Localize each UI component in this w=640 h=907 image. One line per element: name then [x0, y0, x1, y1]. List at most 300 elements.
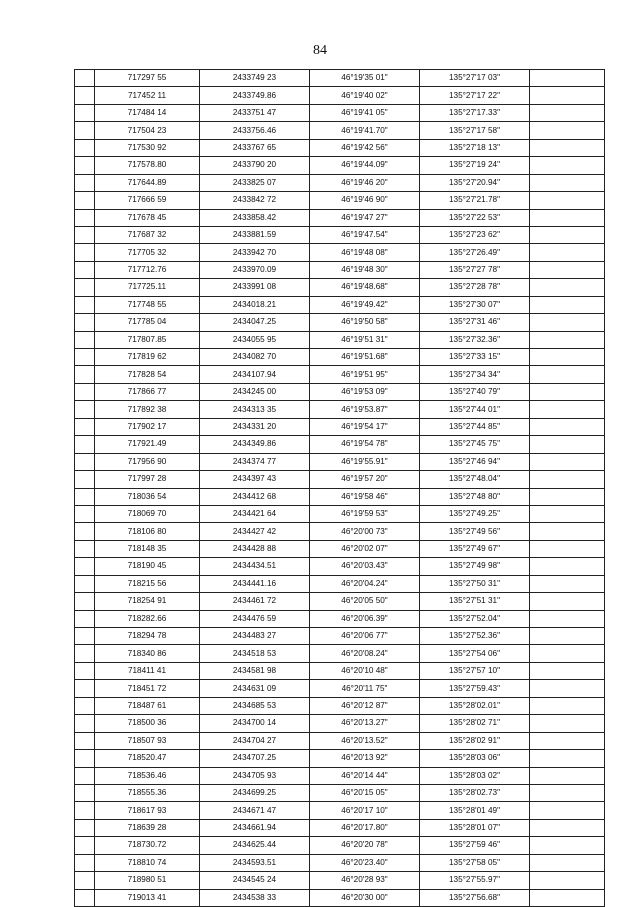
row-index-cell [75, 279, 95, 296]
y-coordinate-cell: 2433970.09 [200, 261, 310, 278]
empty-cell [530, 436, 605, 453]
table-row [75, 837, 605, 854]
longitude-cell: 135°28'02.73" [420, 784, 530, 801]
empty-cell [530, 314, 605, 331]
latitude-cell: 46°20'28 93" [310, 872, 420, 889]
longitude-cell: 135°27'27 78" [420, 261, 530, 278]
table-row [75, 418, 605, 435]
x-coordinate-cell: 717484 14 [95, 104, 200, 121]
row-index-cell [75, 540, 95, 557]
x-coordinate-cell: 718520.47 [95, 750, 200, 767]
table-row [75, 192, 605, 209]
y-coordinate-cell: 2434581 98 [200, 662, 310, 679]
row-index-cell [75, 87, 95, 104]
table-row [75, 697, 605, 714]
y-coordinate-cell: 2433858.42 [200, 209, 310, 226]
table-row [75, 575, 605, 592]
latitude-cell: 46°20'23.40" [310, 854, 420, 871]
table-row [75, 750, 605, 767]
x-coordinate-cell: 718148 35 [95, 540, 200, 557]
y-coordinate-cell: 2434441.16 [200, 575, 310, 592]
empty-cell [530, 174, 605, 191]
row-index-cell [75, 401, 95, 418]
latitude-cell: 46°19'55.91" [310, 453, 420, 470]
latitude-cell: 46°19'51 31" [310, 331, 420, 348]
table-row [75, 802, 605, 819]
row-index-cell [75, 558, 95, 575]
y-coordinate-cell: 2433842 72 [200, 192, 310, 209]
table-row [75, 366, 605, 383]
table-row [75, 610, 605, 627]
longitude-cell: 135°27'57 10" [420, 662, 530, 679]
longitude-cell: 135°27'50 31" [420, 575, 530, 592]
row-index-cell [75, 575, 95, 592]
empty-cell [530, 70, 605, 87]
empty-cell [530, 802, 605, 819]
table-row [75, 872, 605, 889]
table-row [75, 593, 605, 610]
latitude-cell: 46°19'48 30" [310, 261, 420, 278]
latitude-cell: 46°20'17.80" [310, 819, 420, 836]
empty-cell [530, 226, 605, 243]
row-index-cell [75, 750, 95, 767]
empty-cell [530, 645, 605, 662]
x-coordinate-cell: 718536.46 [95, 767, 200, 784]
longitude-cell: 135°28'01 49" [420, 802, 530, 819]
latitude-cell: 46°20'05 50" [310, 593, 420, 610]
y-coordinate-cell: 2433749 23 [200, 70, 310, 87]
y-coordinate-cell: 2434685 53 [200, 697, 310, 714]
longitude-cell: 135°27'51 31" [420, 593, 530, 610]
longitude-cell: 135°28'03 02" [420, 767, 530, 784]
row-index-cell [75, 209, 95, 226]
row-index-cell [75, 436, 95, 453]
row-index-cell [75, 505, 95, 522]
empty-cell [530, 418, 605, 435]
row-index-cell [75, 610, 95, 627]
y-coordinate-cell: 2434704 27 [200, 732, 310, 749]
table-row [75, 331, 605, 348]
table-row [75, 139, 605, 156]
x-coordinate-cell: 717902 17 [95, 418, 200, 435]
x-coordinate-cell: 718810 74 [95, 854, 200, 871]
row-index-cell [75, 70, 95, 87]
longitude-cell: 135°27'20.94" [420, 174, 530, 191]
y-coordinate-cell: 2434700 14 [200, 715, 310, 732]
longitude-cell: 135°28'02 71" [420, 715, 530, 732]
longitude-cell: 135°27'46 94" [420, 453, 530, 470]
y-coordinate-cell: 2434047.25 [200, 314, 310, 331]
table-row [75, 279, 605, 296]
empty-cell [530, 279, 605, 296]
x-coordinate-cell: 718190 45 [95, 558, 200, 575]
x-coordinate-cell: 717504 23 [95, 122, 200, 139]
x-coordinate-cell: 717785 04 [95, 314, 200, 331]
latitude-cell: 46°20'15 05" [310, 784, 420, 801]
x-coordinate-cell: 719013 41 [95, 889, 200, 906]
table-row [75, 715, 605, 732]
latitude-cell: 46°20'00 73" [310, 523, 420, 540]
longitude-cell: 135°27'32.36" [420, 331, 530, 348]
empty-cell [530, 488, 605, 505]
row-index-cell [75, 488, 95, 505]
latitude-cell: 46°20'06 77" [310, 628, 420, 645]
longitude-cell: 135°27'45 75" [420, 436, 530, 453]
empty-cell [530, 558, 605, 575]
longitude-cell: 135°27'56.68" [420, 889, 530, 906]
table-row [75, 349, 605, 366]
y-coordinate-cell: 2434421 64 [200, 505, 310, 522]
row-index-cell [75, 296, 95, 313]
table-row [75, 157, 605, 174]
x-coordinate-cell: 717678 45 [95, 209, 200, 226]
y-coordinate-cell: 2433749.86 [200, 87, 310, 104]
x-coordinate-cell: 718254 91 [95, 593, 200, 610]
empty-cell [530, 349, 605, 366]
latitude-cell: 46°20'12 87" [310, 697, 420, 714]
row-index-cell [75, 837, 95, 854]
empty-cell [530, 192, 605, 209]
x-coordinate-cell: 718451 72 [95, 680, 200, 697]
y-coordinate-cell: 2434055 95 [200, 331, 310, 348]
empty-cell [530, 697, 605, 714]
y-coordinate-cell: 2434374 77 [200, 453, 310, 470]
empty-cell [530, 471, 605, 488]
latitude-cell: 46°19'35 01" [310, 70, 420, 87]
latitude-cell: 46°19'48.68" [310, 279, 420, 296]
table-row [75, 383, 605, 400]
x-coordinate-cell: 718411 41 [95, 662, 200, 679]
empty-cell [530, 819, 605, 836]
latitude-cell: 46°20'30 00" [310, 889, 420, 906]
latitude-cell: 46°20'02 07" [310, 540, 420, 557]
x-coordinate-cell: 718340 86 [95, 645, 200, 662]
row-index-cell [75, 226, 95, 243]
longitude-cell: 135°27'52.36" [420, 628, 530, 645]
y-coordinate-cell: 2434313 35 [200, 401, 310, 418]
latitude-cell: 46°20'08.24" [310, 645, 420, 662]
empty-cell [530, 628, 605, 645]
y-coordinate-cell: 2433756.46 [200, 122, 310, 139]
row-index-cell [75, 819, 95, 836]
longitude-cell: 135°27'22 53" [420, 209, 530, 226]
row-index-cell [75, 331, 95, 348]
empty-cell [530, 610, 605, 627]
y-coordinate-cell: 2433790 20 [200, 157, 310, 174]
latitude-cell: 46°19'58 46" [310, 488, 420, 505]
y-coordinate-cell: 2434476 59 [200, 610, 310, 627]
empty-cell [530, 715, 605, 732]
latitude-cell: 46°20'13.27" [310, 715, 420, 732]
y-coordinate-cell: 2434671 47 [200, 802, 310, 819]
row-index-cell [75, 628, 95, 645]
empty-cell [530, 122, 605, 139]
latitude-cell: 46°19'57 20" [310, 471, 420, 488]
row-index-cell [75, 680, 95, 697]
empty-cell [530, 296, 605, 313]
row-index-cell [75, 383, 95, 400]
longitude-cell: 135°27'52.04" [420, 610, 530, 627]
longitude-cell: 135°27'40 79" [420, 383, 530, 400]
x-coordinate-cell: 718980 51 [95, 872, 200, 889]
table-row [75, 87, 605, 104]
x-coordinate-cell: 717997 28 [95, 471, 200, 488]
table-row [75, 819, 605, 836]
empty-cell [530, 505, 605, 522]
empty-cell [530, 872, 605, 889]
latitude-cell: 46°20'10 48" [310, 662, 420, 679]
latitude-cell: 46°19'53.87" [310, 401, 420, 418]
x-coordinate-cell: 717530 92 [95, 139, 200, 156]
longitude-cell: 135°27'30 07" [420, 296, 530, 313]
table-row [75, 732, 605, 749]
x-coordinate-cell: 718294 78 [95, 628, 200, 645]
x-coordinate-cell: 718487 61 [95, 697, 200, 714]
row-index-cell [75, 645, 95, 662]
y-coordinate-cell: 2434707.25 [200, 750, 310, 767]
longitude-cell: 135°27'59 46" [420, 837, 530, 854]
x-coordinate-cell: 717956 90 [95, 453, 200, 470]
latitude-cell: 46°20'04.24" [310, 575, 420, 592]
x-coordinate-cell: 717666 59 [95, 192, 200, 209]
empty-cell [530, 401, 605, 418]
empty-cell [530, 767, 605, 784]
row-index-cell [75, 784, 95, 801]
latitude-cell: 46°19'41.70" [310, 122, 420, 139]
longitude-cell: 135°27'59.43" [420, 680, 530, 697]
latitude-cell: 46°20'20 78" [310, 837, 420, 854]
latitude-cell: 46°20'03.43" [310, 558, 420, 575]
table-row [75, 401, 605, 418]
longitude-cell: 135°27'17.33" [420, 104, 530, 121]
row-index-cell [75, 244, 95, 261]
longitude-cell: 135°27'44 01" [420, 401, 530, 418]
empty-cell [530, 244, 605, 261]
row-index-cell [75, 418, 95, 435]
empty-cell [530, 261, 605, 278]
x-coordinate-cell: 718555.36 [95, 784, 200, 801]
table-row [75, 505, 605, 522]
longitude-cell: 135°27'49 98" [420, 558, 530, 575]
y-coordinate-cell: 2434018.21 [200, 296, 310, 313]
x-coordinate-cell: 717725.11 [95, 279, 200, 296]
longitude-cell: 135°27'48 80" [420, 488, 530, 505]
y-coordinate-cell: 2434082 70 [200, 349, 310, 366]
latitude-cell: 46°20'13 92" [310, 750, 420, 767]
empty-cell [530, 889, 605, 906]
empty-cell [530, 139, 605, 156]
longitude-cell: 135°27'49.25" [420, 505, 530, 522]
row-index-cell [75, 767, 95, 784]
empty-cell [530, 540, 605, 557]
table-row [75, 488, 605, 505]
coordinates-table [74, 69, 605, 907]
empty-cell [530, 209, 605, 226]
latitude-cell: 46°20'06.39" [310, 610, 420, 627]
table-row [75, 767, 605, 784]
table-row [75, 540, 605, 557]
y-coordinate-cell: 2434625.44 [200, 837, 310, 854]
empty-cell [530, 157, 605, 174]
table-row [75, 244, 605, 261]
latitude-cell: 46°20'11 75" [310, 680, 420, 697]
x-coordinate-cell: 717578.80 [95, 157, 200, 174]
latitude-cell: 46°19'54 78" [310, 436, 420, 453]
longitude-cell: 135°27'34 34" [420, 366, 530, 383]
x-coordinate-cell: 717644.89 [95, 174, 200, 191]
row-index-cell [75, 854, 95, 871]
empty-cell [530, 331, 605, 348]
longitude-cell: 135°27'17 58" [420, 122, 530, 139]
row-index-cell [75, 139, 95, 156]
y-coordinate-cell: 2433942 70 [200, 244, 310, 261]
empty-cell [530, 383, 605, 400]
latitude-cell: 46°19'47.54" [310, 226, 420, 243]
latitude-cell: 46°19'49.42" [310, 296, 420, 313]
y-coordinate-cell: 2434331 20 [200, 418, 310, 435]
page-number: 84 [313, 43, 327, 58]
table-row [75, 784, 605, 801]
x-coordinate-cell: 717687 32 [95, 226, 200, 243]
x-coordinate-cell: 718282.66 [95, 610, 200, 627]
x-coordinate-cell: 717452 11 [95, 87, 200, 104]
row-index-cell [75, 174, 95, 191]
table-row [75, 854, 605, 871]
empty-cell [530, 366, 605, 383]
table-row [75, 261, 605, 278]
longitude-cell: 135°27'17 03" [420, 70, 530, 87]
empty-cell [530, 784, 605, 801]
row-index-cell [75, 349, 95, 366]
longitude-cell: 135°27'33 15" [420, 349, 530, 366]
table-row [75, 662, 605, 679]
x-coordinate-cell: 717807.85 [95, 331, 200, 348]
longitude-cell: 135°27'28 78" [420, 279, 530, 296]
latitude-cell: 46°19'54 17" [310, 418, 420, 435]
y-coordinate-cell: 2434245 00 [200, 383, 310, 400]
row-index-cell [75, 122, 95, 139]
longitude-cell: 135°27'44 85" [420, 418, 530, 435]
row-index-cell [75, 872, 95, 889]
latitude-cell: 46°19'47 27" [310, 209, 420, 226]
row-index-cell [75, 662, 95, 679]
x-coordinate-cell: 717892 38 [95, 401, 200, 418]
y-coordinate-cell: 2434427 42 [200, 523, 310, 540]
longitude-cell: 135°27'18 13" [420, 139, 530, 156]
row-index-cell [75, 889, 95, 906]
row-index-cell [75, 697, 95, 714]
table-row [75, 226, 605, 243]
longitude-cell: 135°28'03 06" [420, 750, 530, 767]
latitude-cell: 46°19'53 09" [310, 383, 420, 400]
table-row [75, 471, 605, 488]
y-coordinate-cell: 2433825 07 [200, 174, 310, 191]
longitude-cell: 135°27'21.78" [420, 192, 530, 209]
latitude-cell: 46°19'46 90" [310, 192, 420, 209]
longitude-cell: 135°27'26.49" [420, 244, 530, 261]
y-coordinate-cell: 2434593.51 [200, 854, 310, 871]
longitude-cell: 135°27'54 06" [420, 645, 530, 662]
latitude-cell: 46°19'40 02" [310, 87, 420, 104]
latitude-cell: 46°19'46 20" [310, 174, 420, 191]
table-row [75, 122, 605, 139]
row-index-cell [75, 802, 95, 819]
y-coordinate-cell: 2434705 93 [200, 767, 310, 784]
empty-cell [530, 104, 605, 121]
row-index-cell [75, 715, 95, 732]
row-index-cell [75, 523, 95, 540]
empty-cell [530, 87, 605, 104]
latitude-cell: 46°19'44.09" [310, 157, 420, 174]
y-coordinate-cell: 2433881.59 [200, 226, 310, 243]
row-index-cell [75, 192, 95, 209]
row-index-cell [75, 366, 95, 383]
latitude-cell: 46°19'41 05" [310, 104, 420, 121]
y-coordinate-cell: 2434483 27 [200, 628, 310, 645]
row-index-cell [75, 104, 95, 121]
longitude-cell: 135°28'02 91" [420, 732, 530, 749]
x-coordinate-cell: 718507 93 [95, 732, 200, 749]
x-coordinate-cell: 717921.49 [95, 436, 200, 453]
x-coordinate-cell: 717705 32 [95, 244, 200, 261]
x-coordinate-cell: 717748 55 [95, 296, 200, 313]
longitude-cell: 135°27'49 56" [420, 523, 530, 540]
y-coordinate-cell: 2434349.86 [200, 436, 310, 453]
latitude-cell: 46°19'48 08" [310, 244, 420, 261]
y-coordinate-cell: 2434412 68 [200, 488, 310, 505]
longitude-cell: 135°27'49 67" [420, 540, 530, 557]
longitude-cell: 135°27'48.04" [420, 471, 530, 488]
empty-cell [530, 575, 605, 592]
y-coordinate-cell: 2434397 43 [200, 471, 310, 488]
y-coordinate-cell: 2434518 53 [200, 645, 310, 662]
longitude-cell: 135°27'58 05" [420, 854, 530, 871]
empty-cell [530, 837, 605, 854]
x-coordinate-cell: 717819 62 [95, 349, 200, 366]
empty-cell [530, 593, 605, 610]
longitude-cell: 135°27'17 22" [420, 87, 530, 104]
latitude-cell: 46°20'17 10" [310, 802, 420, 819]
y-coordinate-cell: 2434699.25 [200, 784, 310, 801]
empty-cell [530, 680, 605, 697]
row-index-cell [75, 157, 95, 174]
table-row [75, 680, 605, 697]
table-row [75, 558, 605, 575]
latitude-cell: 46°19'50 58" [310, 314, 420, 331]
x-coordinate-cell: 717828 54 [95, 366, 200, 383]
table-row [75, 628, 605, 645]
longitude-cell: 135°28'01 07" [420, 819, 530, 836]
y-coordinate-cell: 2434434.51 [200, 558, 310, 575]
empty-cell [530, 750, 605, 767]
y-coordinate-cell: 2434538 33 [200, 889, 310, 906]
longitude-cell: 135°27'55.97" [420, 872, 530, 889]
empty-cell [530, 523, 605, 540]
latitude-cell: 46°20'13.52" [310, 732, 420, 749]
x-coordinate-cell: 718106 80 [95, 523, 200, 540]
y-coordinate-cell: 2433751 47 [200, 104, 310, 121]
table-row [75, 209, 605, 226]
x-coordinate-cell: 718500 36 [95, 715, 200, 732]
longitude-cell: 135°28'02.01" [420, 697, 530, 714]
empty-cell [530, 854, 605, 871]
row-index-cell [75, 453, 95, 470]
table-row [75, 174, 605, 191]
y-coordinate-cell: 2434661.94 [200, 819, 310, 836]
row-index-cell [75, 732, 95, 749]
y-coordinate-cell: 2433767 65 [200, 139, 310, 156]
x-coordinate-cell: 718730.72 [95, 837, 200, 854]
